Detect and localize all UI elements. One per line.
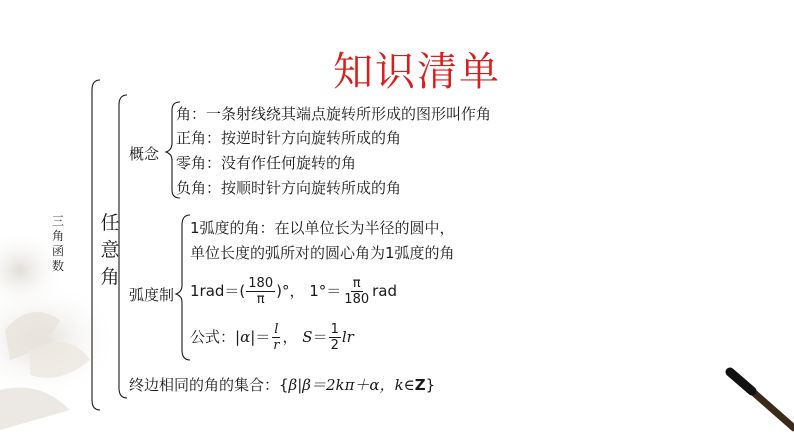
radian-definition-line1: 1弧度的角：在以单位长为半径的圆中， <box>190 219 455 237</box>
arc-length-formula: 公式：|α|＝ $\frac{l}{r}$ ， S＝ $\frac{1}{2}$ lr <box>190 322 354 353</box>
radian-brace <box>176 215 190 360</box>
concept-item: 角：一条射线绕其端点旋转所形成的图形叫作角 <box>176 105 492 123</box>
coterminal-set: 终边相同的角的集合：{β|β＝2kπ＋α，k∈Z} <box>129 376 436 394</box>
conversion-formula: 1rad＝( $\frac{180}{\pi}$ )°， 1°＝ $\frac{\pi}{180}$ rad <box>190 276 398 307</box>
branch-label: 任 意 角 <box>100 212 120 288</box>
concept-item: 负角：按顺时针方向旋转所成的角 <box>176 179 402 197</box>
concept-item: 正角：按逆时针方向旋转所成的角 <box>176 129 402 147</box>
concept-label: 概念 <box>129 145 160 163</box>
radian-definition-line2: 单位长度的弧所对的圆心角为1弧度的角 <box>190 244 455 262</box>
radian-label: 弧度制 <box>129 286 175 304</box>
concept-item: 零角：没有作任何旋转的角 <box>176 154 357 172</box>
page-title: 知识清单 <box>333 49 501 95</box>
root-label: 三 角 函 数 <box>51 214 64 273</box>
